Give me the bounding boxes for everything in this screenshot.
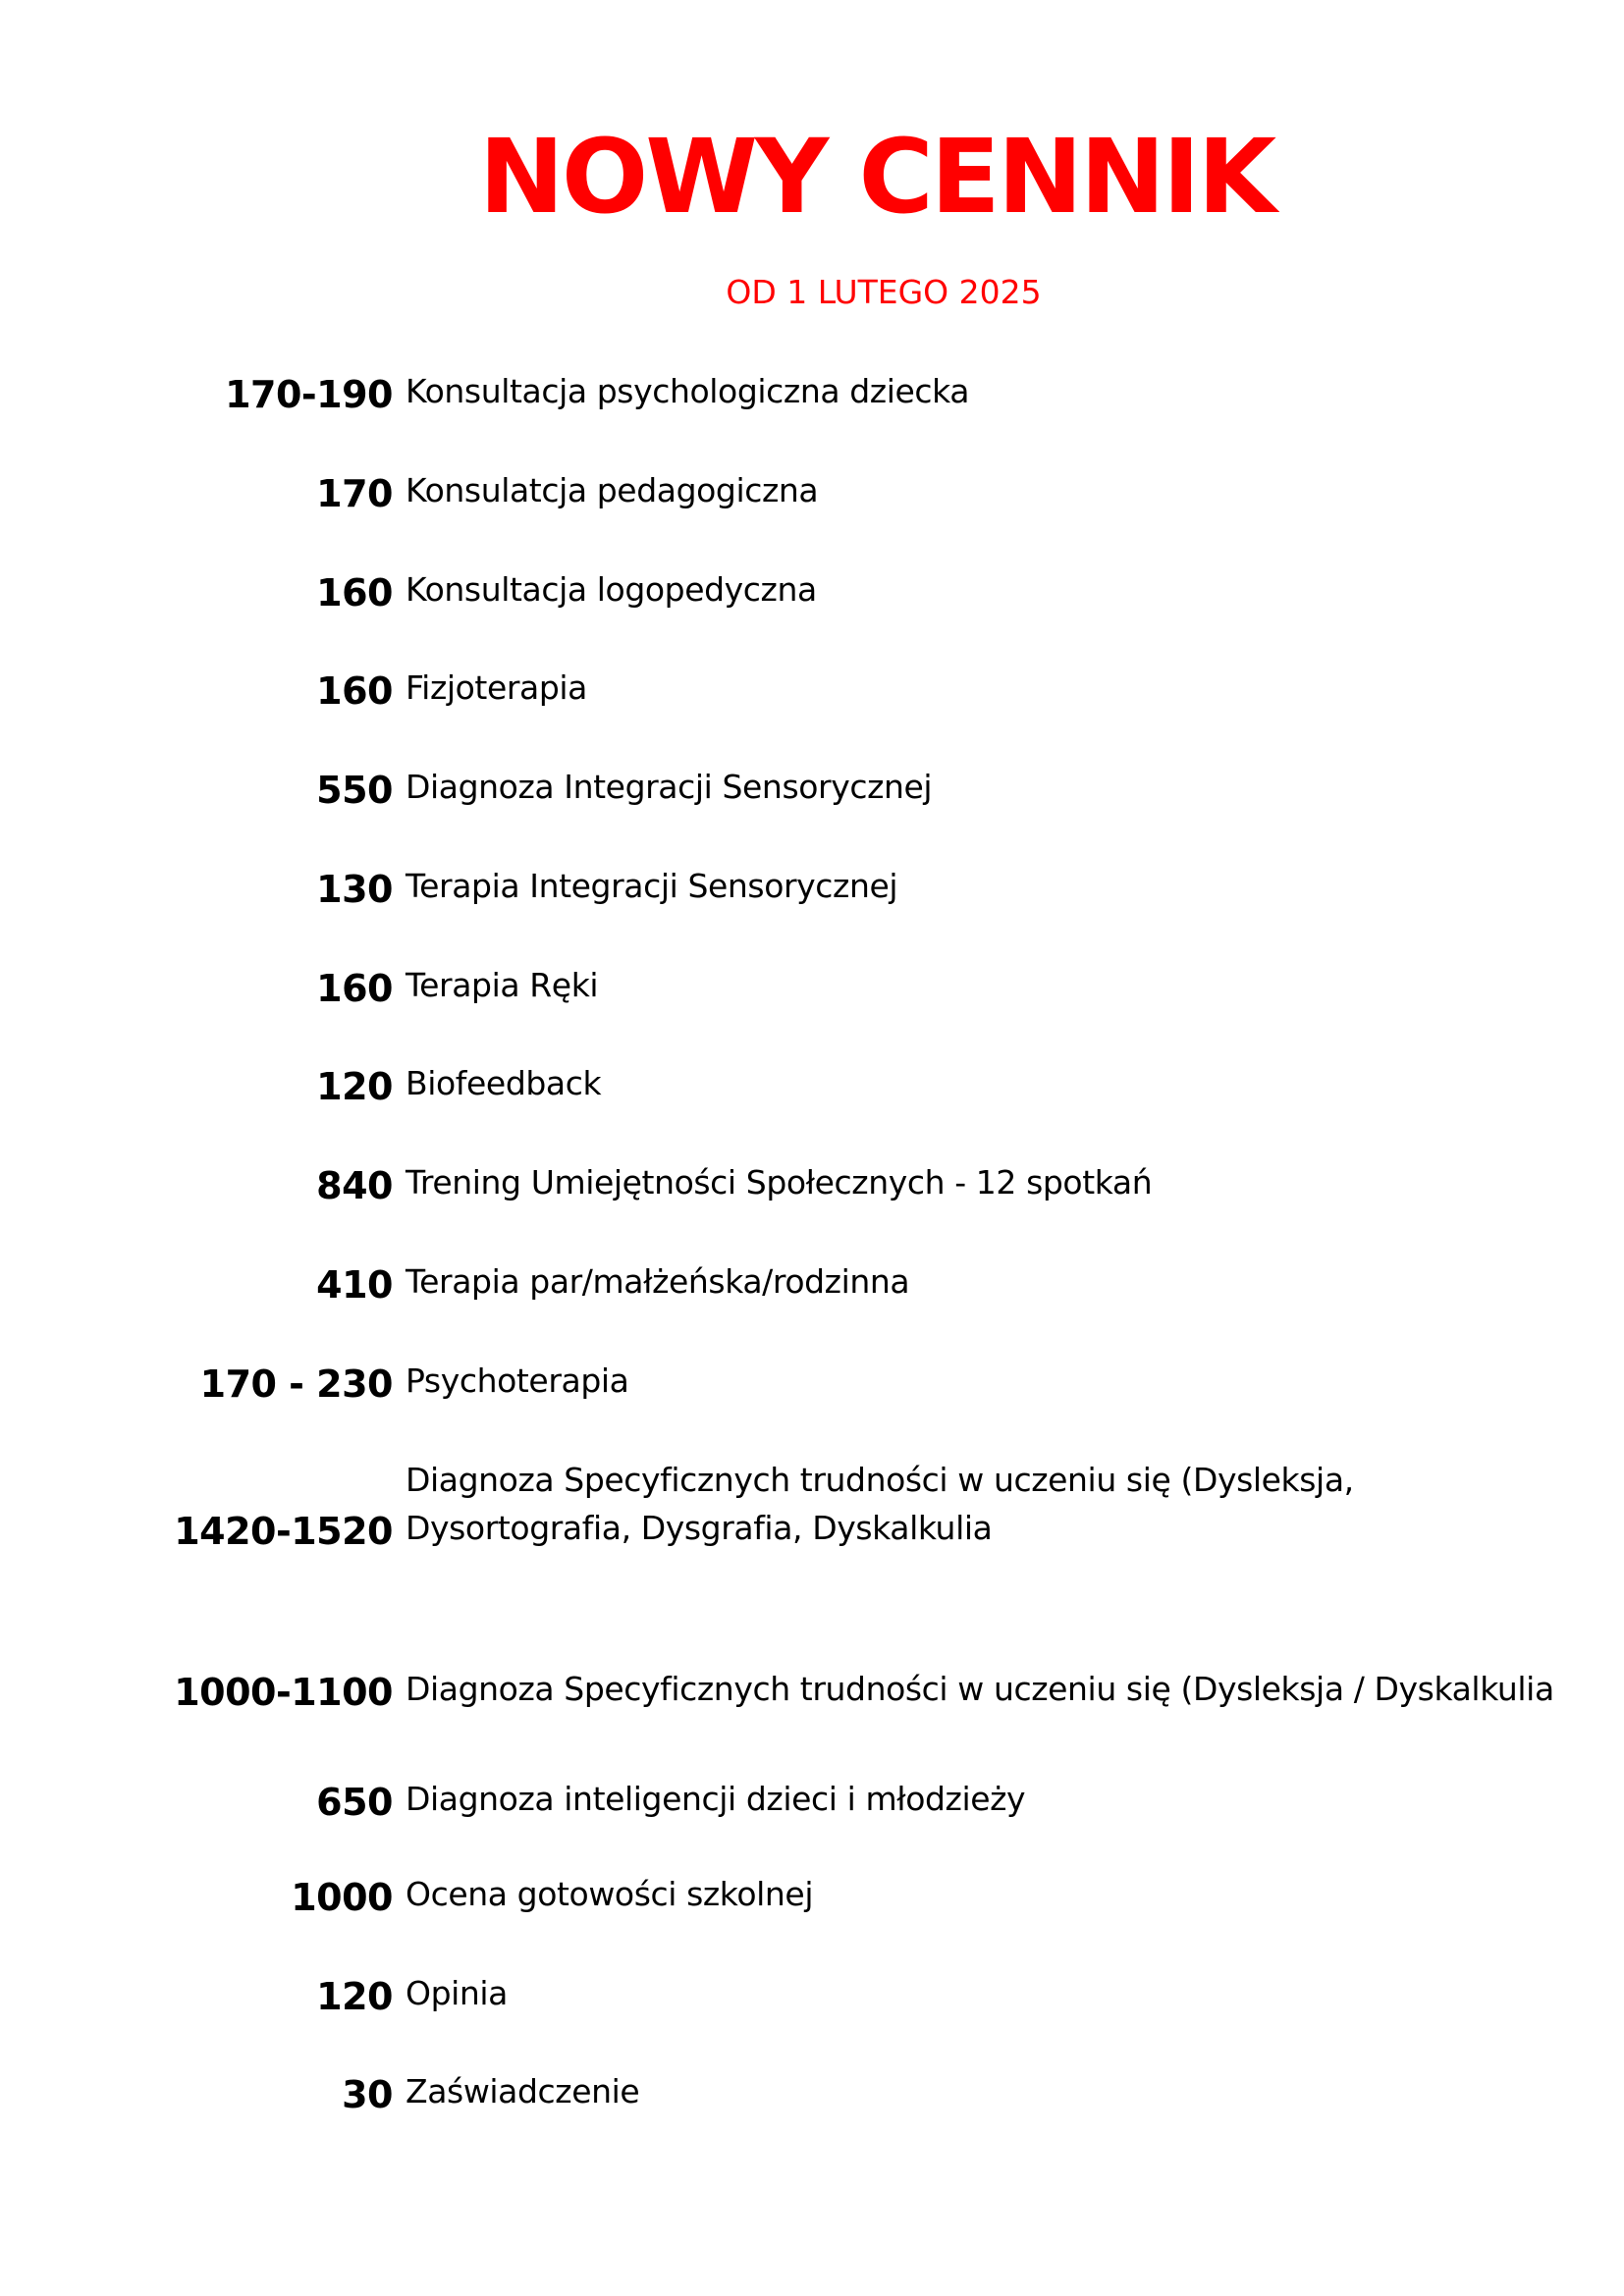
price-row (0, 1358, 1624, 1416)
price-row (0, 764, 1624, 823)
price-row (0, 1060, 1624, 1119)
price-value: 120 (316, 1975, 393, 2018)
price-value: 650 (316, 1781, 393, 1824)
price-value: 160 (316, 967, 393, 1010)
price-value: 120 (316, 1065, 393, 1108)
price-value: 160 (316, 571, 393, 614)
service-description: Konsultacja psychologiczna dziecka (406, 372, 970, 410)
service-description: Konsulatcja pedagogiczna (406, 471, 819, 509)
price-value: 550 (316, 769, 393, 812)
service-description: Fizjoterapia (406, 668, 587, 707)
price-row (0, 467, 1624, 526)
price-row (0, 1970, 1624, 2029)
price-row (0, 1666, 1624, 1725)
service-description: Terapia par/małżeńska/rodzinna (406, 1262, 910, 1301)
service-description: Opinia (406, 1974, 508, 2012)
price-value: 1000 (291, 1876, 393, 1919)
price-value: 170 - 230 (199, 1362, 393, 1406)
service-description: Terapia Integracji Sensorycznej (406, 867, 898, 905)
price-row (0, 1258, 1624, 1317)
price-row (0, 1457, 1624, 1565)
service-description: Zaświadczenie (406, 2072, 640, 2110)
service-description: Terapia Ręki (406, 966, 599, 1004)
price-row (0, 962, 1624, 1021)
price-row (0, 368, 1624, 427)
price-value: 840 (316, 1164, 393, 1207)
service-description: Trening Umiejętności Społecznych - 12 spotkań (406, 1163, 1153, 1201)
price-row (0, 1871, 1624, 1930)
price-value: 160 (316, 669, 393, 713)
price-value: 1000-1100 (174, 1671, 393, 1714)
price-value: 30 (342, 2073, 393, 2116)
price-row (0, 2068, 1624, 2127)
service-description: Diagnoza inteligencji dzieci i młodzieży (406, 1780, 1026, 1818)
page-title: NOWY CENNIK (478, 117, 1274, 237)
service-description: Psychoterapia (406, 1362, 629, 1400)
price-row (0, 863, 1624, 922)
price-row (0, 1776, 1624, 1835)
price-value: 170 (316, 472, 393, 515)
service-description: Konsultacja logopedyczna (406, 570, 817, 609)
service-description: Biofeedback (406, 1064, 602, 1102)
price-value: 410 (316, 1263, 393, 1307)
page-subtitle: OD 1 LUTEGO 2025 (726, 273, 1042, 311)
service-description: Ocena gotowości szkolnej (406, 1875, 814, 1913)
price-value: 170-190 (225, 373, 393, 416)
service-description: Diagnoza Specyficznych trudności w uczeniu się (Dysleksja, (406, 1461, 1354, 1499)
service-description: Dysortografia, Dysgrafia, Dyskalkulia (406, 1509, 993, 1547)
price-row (0, 566, 1624, 625)
price-value: 1420-1520 (174, 1510, 393, 1553)
price-row (0, 1159, 1624, 1218)
service-description: Diagnoza Integracji Sensorycznej (406, 768, 933, 806)
price-row (0, 665, 1624, 723)
price-value: 130 (316, 868, 393, 911)
service-description: Diagnoza Specyficznych trudności w uczeniu się (Dysleksja / Dyskalkulia (406, 1670, 1554, 1708)
